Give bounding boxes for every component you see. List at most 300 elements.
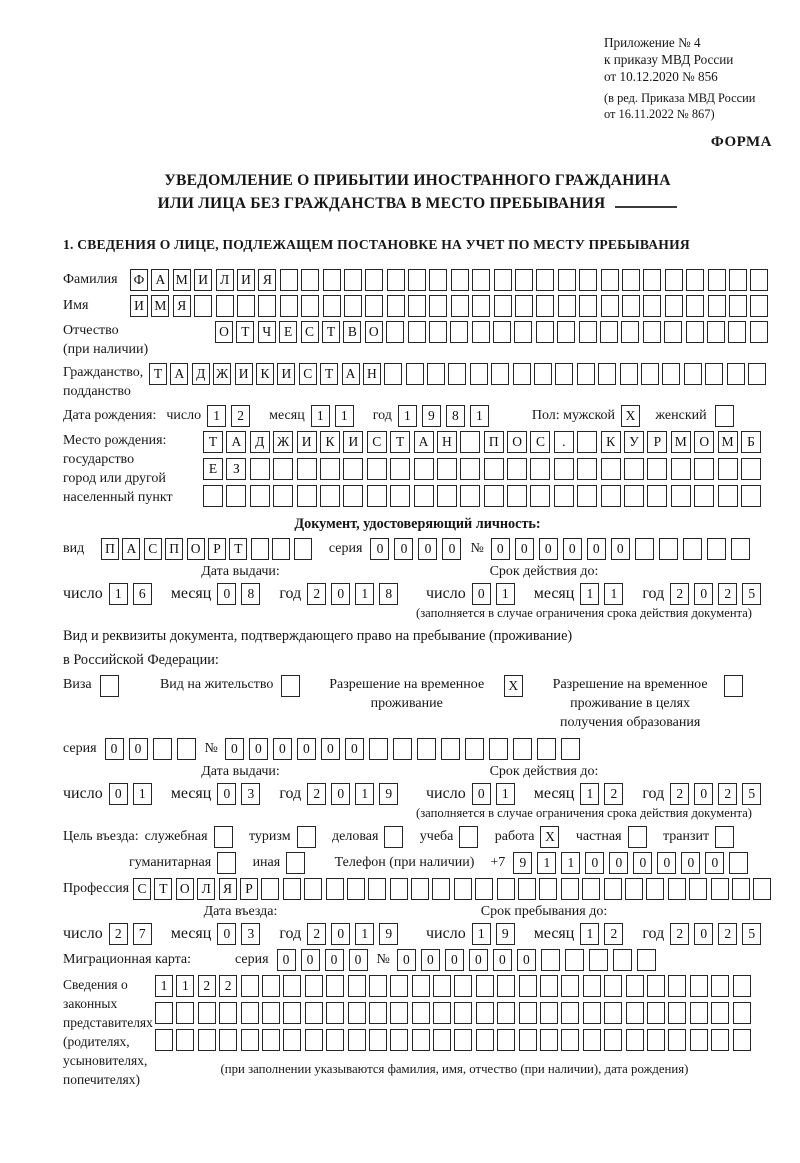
- form-cell: [219, 1029, 237, 1051]
- form-cell: [513, 738, 532, 760]
- form-cell: 0: [445, 949, 464, 971]
- form-cell: 0: [105, 738, 124, 760]
- form-cell: 2: [307, 583, 326, 605]
- form-cell: 1: [355, 783, 374, 805]
- form-cell: [729, 269, 747, 291]
- form-cell: О: [187, 538, 205, 560]
- form-cell: 1: [580, 783, 599, 805]
- form-cell: Л: [216, 269, 234, 291]
- form-cell: [251, 538, 269, 560]
- form-cell: [647, 1002, 665, 1024]
- year-label: год: [372, 408, 392, 423]
- form-cell: [484, 458, 504, 480]
- form-cell: [177, 738, 196, 760]
- id-valid-month-cells: [580, 583, 628, 605]
- identity-doc-row: [63, 538, 772, 560]
- form-cell: [558, 295, 576, 317]
- citizenship-row: [63, 363, 772, 401]
- id-issue-date-group: число 1 6 месяц 0 8 год 2 0 1 8: [63, 583, 418, 605]
- form-cell: [711, 975, 729, 997]
- form-cell: 0: [587, 538, 606, 560]
- sex-male-checkbox: [621, 405, 643, 427]
- form-cell: [344, 269, 362, 291]
- form-cell: [665, 269, 683, 291]
- form-cell: [432, 878, 450, 900]
- form-cell: [393, 738, 412, 760]
- form-cell: [429, 295, 447, 317]
- form-cell: [216, 295, 234, 317]
- residence-series-cells: [105, 738, 201, 760]
- form-cell: 0: [129, 738, 148, 760]
- form-cell: [555, 363, 573, 385]
- form-cell: 1: [537, 852, 556, 874]
- form-cell: П: [484, 431, 504, 453]
- form-cell: [668, 1029, 686, 1051]
- form-cell: Т: [236, 321, 254, 343]
- form-cell: 1: [496, 583, 515, 605]
- form-cell: Е: [279, 321, 297, 343]
- form-cell: 2: [718, 583, 737, 605]
- representatives-label: Сведения о законных представителях (родителях, усыновителях, попечителях): [63, 977, 153, 1087]
- purpose-business-checkbox: [384, 826, 406, 848]
- form-cell: С: [301, 321, 319, 343]
- form-cell: 8: [379, 583, 398, 605]
- entry-day-cells: [109, 923, 157, 945]
- month-label: месяц: [269, 408, 305, 423]
- order-line-1: к приказу МВД России: [604, 52, 734, 67]
- form-cell: [390, 485, 410, 507]
- form-cell: [718, 458, 738, 480]
- form-cell: 0: [225, 738, 244, 760]
- form-cell: [369, 738, 388, 760]
- form-cell: 0: [421, 949, 440, 971]
- form-cell: [750, 269, 768, 291]
- form-cell: [621, 321, 639, 343]
- form-cell: [694, 485, 714, 507]
- form-cell: [646, 878, 664, 900]
- form-cell: [711, 1029, 729, 1051]
- form-cell: [369, 1002, 387, 1024]
- form-cell: Т: [390, 431, 410, 453]
- id-valid-year-cells: [670, 583, 766, 605]
- form-cell: 7: [133, 923, 152, 945]
- form-cell: [647, 458, 667, 480]
- form-cell: Ф: [130, 269, 148, 291]
- form-cell: [241, 975, 259, 997]
- form-cell: 0: [321, 738, 340, 760]
- temp-residence-option: [318, 675, 526, 713]
- form-cell: [412, 1002, 430, 1024]
- form-cell: [441, 738, 460, 760]
- form-cell: 0: [517, 949, 536, 971]
- form-cell: [214, 826, 233, 848]
- form-cell: Я: [219, 878, 237, 900]
- form-cell: Б: [741, 431, 761, 453]
- purpose-study-checkbox: [459, 826, 481, 848]
- form-cell: 0: [397, 949, 416, 971]
- form-cell: [297, 485, 317, 507]
- form-cell: 0: [491, 538, 510, 560]
- form-cell: [241, 1029, 259, 1051]
- form-cell: 0: [539, 538, 558, 560]
- form-cell: [454, 1002, 472, 1024]
- form-cell: [707, 538, 726, 560]
- form-cell: [733, 1029, 751, 1051]
- form-cell: З: [226, 458, 246, 480]
- residence-valid-day-cells: [472, 783, 520, 805]
- citizenship-label: Гражданство, подданство: [63, 365, 144, 399]
- form-cell: [579, 269, 597, 291]
- form-cell: [326, 1029, 344, 1051]
- form-cell: Е: [203, 458, 223, 480]
- form-cell: [647, 975, 665, 997]
- entry-date-heading: Дата въезда:: [203, 904, 278, 919]
- form-cell: [367, 485, 387, 507]
- form-cell: [286, 852, 305, 874]
- form-cell: О: [507, 431, 527, 453]
- id-issue-month-cells: [217, 583, 265, 605]
- form-cell: 0: [109, 783, 128, 805]
- citizenship-cells: [149, 363, 769, 385]
- purpose-official: служебная: [145, 826, 236, 848]
- form-cell: [297, 826, 316, 848]
- residence-valid-note: (заполняется в случае ограничения срока действия документа): [416, 806, 752, 820]
- form-cell: [390, 878, 408, 900]
- form-cell: [561, 975, 579, 997]
- form-cell: У: [624, 431, 644, 453]
- form-cell: К: [601, 431, 621, 453]
- residence-valid-month-cells: [580, 783, 628, 805]
- form-cell: Т: [229, 538, 247, 560]
- form-cell: [369, 975, 387, 997]
- form-cell: А: [122, 538, 140, 560]
- form-cell: 0: [277, 949, 296, 971]
- form-cell: [433, 1002, 451, 1024]
- form-cell: М: [718, 431, 738, 453]
- form-cell: [577, 458, 597, 480]
- form-cell: [635, 538, 654, 560]
- form-cell: [203, 485, 223, 507]
- form-cell: [454, 975, 472, 997]
- form-cell: [369, 1029, 387, 1051]
- purpose-study: учеба: [420, 826, 482, 848]
- form-cell: 0: [325, 949, 344, 971]
- form-cell: [518, 878, 536, 900]
- residence-issue-day-cells: [109, 783, 157, 805]
- form-cell: [507, 458, 527, 480]
- form-cell: П: [165, 538, 183, 560]
- form-cell: 9: [422, 405, 441, 427]
- form-cell: [604, 1002, 622, 1024]
- form-cell: [689, 878, 707, 900]
- form-cell: [305, 1029, 323, 1051]
- form-cell: [598, 363, 616, 385]
- form-cell: О: [176, 878, 194, 900]
- form-cell: [343, 485, 363, 507]
- surname-row: [63, 269, 772, 291]
- representatives-cells-row-3: [155, 1029, 754, 1051]
- form-cell: В: [343, 321, 361, 343]
- form-cell: [577, 485, 597, 507]
- representatives-cells-row-2: [155, 1002, 754, 1024]
- form-cell: Д: [192, 363, 210, 385]
- form-cell: Н: [363, 363, 381, 385]
- form-cell: [583, 975, 601, 997]
- purpose-other-checkbox: [286, 852, 308, 874]
- form-cell: И: [194, 269, 212, 291]
- form-cell: Н: [437, 431, 457, 453]
- form-cell: Д: [250, 431, 270, 453]
- form-cell: С: [144, 538, 162, 560]
- temp-residence-education-label: Разрешение на временное проживание в целях получения образования: [552, 677, 708, 730]
- form-cell: Ч: [258, 321, 276, 343]
- form-cell: 0: [301, 949, 320, 971]
- entry-purpose-row: [63, 826, 772, 848]
- form-cell: [558, 269, 576, 291]
- form-cell: 1: [355, 583, 374, 605]
- birth-date-group: [166, 405, 493, 427]
- form-cell: [731, 538, 750, 560]
- form-cell: [711, 1002, 729, 1024]
- form-word: ФОРМА: [710, 134, 772, 150]
- purpose-transit: транзит: [663, 826, 738, 848]
- form-cell: 6: [133, 583, 152, 605]
- entry-dates-row: [63, 923, 772, 945]
- residence-doc-options: [63, 675, 772, 732]
- form-cell: [454, 878, 472, 900]
- form-cell: [540, 1002, 558, 1024]
- form-cell: С: [133, 878, 151, 900]
- form-cell: [536, 269, 554, 291]
- form-cell: [626, 1002, 644, 1024]
- form-cell: [411, 878, 429, 900]
- form-cell: [250, 458, 270, 480]
- patronymic-cells: [215, 321, 771, 343]
- id-valid-date-group: число 0 1 месяц 1 1 год 2 0 2 5: [418, 583, 772, 605]
- form-cell: 9: [496, 923, 515, 945]
- form-cell: [554, 485, 574, 507]
- form-cell: [451, 295, 469, 317]
- form-cell: А: [342, 363, 360, 385]
- form-cell: [577, 363, 595, 385]
- form-cell: [465, 738, 484, 760]
- form-cell: [437, 458, 457, 480]
- form-cell: [390, 975, 408, 997]
- sex-female-checkbox: [715, 405, 737, 427]
- purpose-tourism-checkbox: [297, 826, 319, 848]
- residence-doc-series-row: [63, 738, 772, 760]
- stay-month-cells: [580, 923, 628, 945]
- form-cell: [250, 485, 270, 507]
- form-cell: [662, 363, 680, 385]
- form-cell: [519, 975, 537, 997]
- entry-purpose-label: Цель въезда:: [63, 829, 139, 844]
- form-cell: [493, 321, 511, 343]
- form-cell: 0: [331, 923, 350, 945]
- issue-date-heading: Дата выдачи:: [201, 764, 280, 779]
- form-cell: Т: [149, 363, 167, 385]
- form-cell: 2: [307, 923, 326, 945]
- form-cell: 5: [742, 783, 761, 805]
- form-cell: [686, 321, 704, 343]
- form-cell: 3: [241, 923, 260, 945]
- form-cell: [176, 1002, 194, 1024]
- form-cell: [343, 458, 363, 480]
- form-cell: 0: [515, 538, 534, 560]
- form-cell: 0: [418, 538, 437, 560]
- form-cell: [665, 295, 683, 317]
- form-cell: [753, 878, 771, 900]
- form-cell: [601, 295, 619, 317]
- birth-place-cells-row-1: [203, 431, 764, 453]
- form-cell: [281, 675, 300, 697]
- form-cell: [262, 975, 280, 997]
- form-cell: [541, 949, 560, 971]
- form-cell: Т: [322, 321, 340, 343]
- form-cell: [668, 878, 686, 900]
- form-cell: М: [173, 269, 191, 291]
- form-cell: [155, 1029, 173, 1051]
- form-cell: [433, 975, 451, 997]
- form-cell: [728, 321, 746, 343]
- form-cell: 1: [335, 405, 354, 427]
- form-cell: [433, 1029, 451, 1051]
- form-cell: 1: [561, 852, 580, 874]
- form-cell: [708, 269, 726, 291]
- form-cell: [733, 975, 751, 997]
- stay-year-cells: [670, 923, 766, 945]
- form-cell: 0: [394, 538, 413, 560]
- birth-day-cells: [207, 405, 255, 427]
- form-cell: [604, 1029, 622, 1051]
- form-cell: 2: [198, 975, 216, 997]
- residence-dates-row: [63, 783, 772, 805]
- given-name-cells: [130, 295, 772, 317]
- form-cell: [708, 295, 726, 317]
- form-cell: С: [299, 363, 317, 385]
- form-cell: 2: [604, 783, 623, 805]
- form-cell: [561, 878, 579, 900]
- temp-residence-education-option: [544, 675, 746, 732]
- id-series-cells: [370, 538, 466, 560]
- form-cell: [536, 321, 554, 343]
- migration-card-row: [63, 949, 772, 971]
- form-cell: 9: [513, 852, 532, 874]
- form-cell: [412, 1029, 430, 1051]
- form-cell: 0: [349, 949, 368, 971]
- form-cell: [604, 975, 622, 997]
- section-1-heading: 1. СВЕДЕНИЯ О ЛИЦЕ, ПОДЛЕЖАЩЕМ ПОСТАНОВКЕ НА УЧЕТ ПО МЕСТУ ПРЕБЫВАНИЯ: [63, 237, 690, 252]
- form-cell: X: [621, 405, 640, 427]
- form-cell: [386, 321, 404, 343]
- visa-label: Виза: [63, 677, 92, 692]
- form-cell: [429, 269, 447, 291]
- visa-option: [63, 675, 122, 697]
- form-cell: [626, 975, 644, 997]
- form-cell: [715, 405, 734, 427]
- form-cell: П: [101, 538, 119, 560]
- form-cell: 2: [670, 923, 689, 945]
- form-cell: 3: [241, 783, 260, 805]
- form-cell: [348, 975, 366, 997]
- form-cell: [459, 826, 478, 848]
- form-cell: [497, 878, 515, 900]
- patronymic-row: [63, 321, 772, 359]
- form-cell: [647, 485, 667, 507]
- day-label: число: [166, 408, 202, 423]
- form-cell: 1: [176, 975, 194, 997]
- form-cell: [497, 1029, 515, 1051]
- form-cell: [280, 295, 298, 317]
- form-cell: [668, 1002, 686, 1024]
- form-cell: 0: [370, 538, 389, 560]
- form-cell: [507, 485, 527, 507]
- form-cell: 0: [585, 852, 604, 874]
- form-cell: 0: [217, 583, 236, 605]
- purpose-second-row: [63, 852, 772, 874]
- visa-checkbox: [100, 675, 122, 697]
- form-cell: А: [170, 363, 188, 385]
- form-cell: [537, 738, 556, 760]
- form-cell: И: [297, 431, 317, 453]
- purpose-humanitarian-checkbox: [217, 852, 239, 874]
- form-cell: А: [151, 269, 169, 291]
- entry-date-group: число 2 7 месяц 0 3 год 2 0 1 9: [63, 923, 418, 945]
- form-cell: [408, 321, 426, 343]
- revision-line-1: (в ред. Приказа МВД России: [604, 91, 756, 105]
- temp-residence-label: Разрешение на временное проживание: [329, 677, 485, 711]
- purpose-business: деловая: [332, 826, 407, 848]
- entry-number-underline: [615, 192, 677, 208]
- form-cell: О: [215, 321, 233, 343]
- form-cell: А: [226, 431, 246, 453]
- form-cell: [683, 538, 702, 560]
- form-cell: [476, 1029, 494, 1051]
- form-cell: [414, 485, 434, 507]
- patronymic-note: (при наличии): [63, 342, 149, 357]
- form-cell: [390, 1029, 408, 1051]
- form-cell: [519, 1002, 537, 1024]
- form-cell: [384, 826, 403, 848]
- form-cell: 1: [472, 923, 491, 945]
- entry-year-cells: [307, 923, 403, 945]
- form-cell: [579, 321, 597, 343]
- form-cell: [748, 363, 766, 385]
- form-cell: 0: [493, 949, 512, 971]
- form-cell: [429, 321, 447, 343]
- representatives-block: [63, 975, 772, 1089]
- form-cell: [491, 363, 509, 385]
- form-cell: [622, 269, 640, 291]
- form-cell: [198, 1029, 216, 1051]
- form-cell: [497, 1002, 515, 1024]
- form-cell: [513, 363, 531, 385]
- sex-male-label: Пол: мужской: [531, 408, 616, 423]
- stay-until-group: число 1 9 месяц 1 2 год 2 0 2 5: [418, 923, 772, 945]
- doc-type-cells: [101, 538, 315, 560]
- form-cell: 0: [611, 538, 630, 560]
- form-cell: 1: [207, 405, 226, 427]
- form-cell: [589, 949, 608, 971]
- form-cell: [724, 675, 743, 697]
- form-cell: 0: [563, 538, 582, 560]
- form-cell: [390, 1002, 408, 1024]
- form-cell: [536, 295, 554, 317]
- form-cell: [280, 269, 298, 291]
- form-cell: [741, 458, 761, 480]
- entry-month-cells: [217, 923, 265, 945]
- form-cell: [155, 1002, 173, 1024]
